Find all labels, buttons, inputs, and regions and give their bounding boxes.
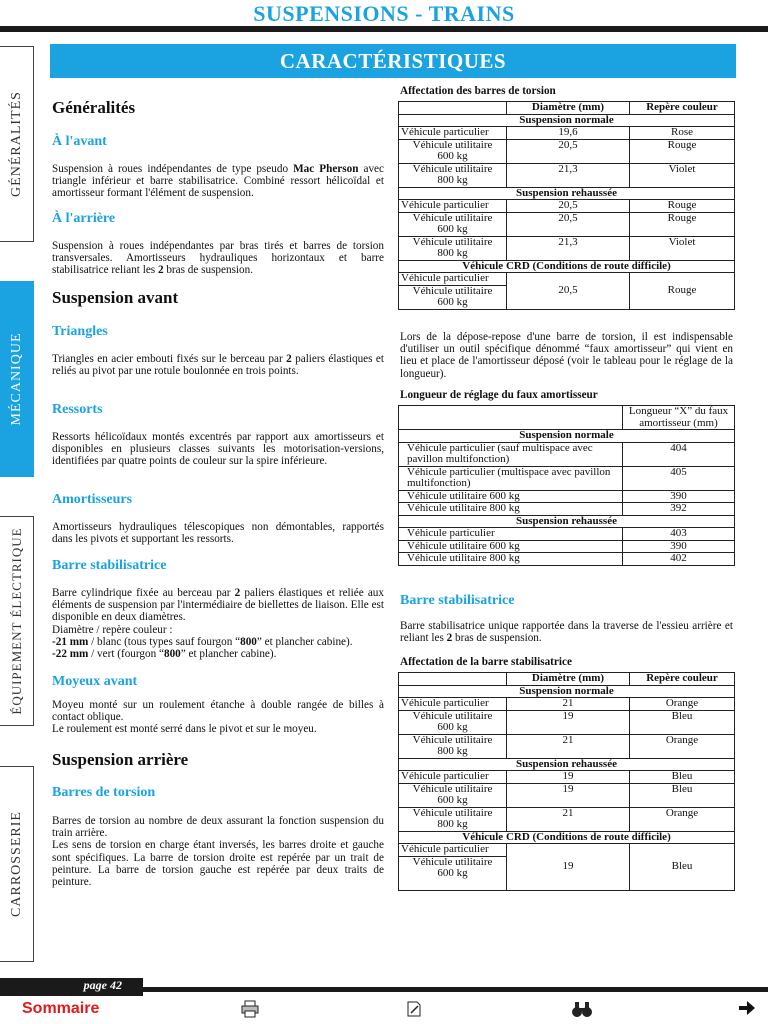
- paragraph-avant: Suspension à roues indépendantes de type pseudo Mac Pherson avec triangle inférieur et barre stabilisatrice. Combiné ressort hélicoïdal et amortisseur formant l'élément de suspension.: [52, 163, 384, 200]
- table-row: Véhicule utilitaire 800 kg 21 Orange: [399, 807, 735, 831]
- binoculars-icon[interactable]: [571, 1000, 593, 1023]
- heading-amortisseurs: Amortisseurs: [52, 492, 133, 507]
- table-row: Véhicule utilitaire 600 kg 390: [399, 490, 735, 503]
- heading-barres-de-torsion: Barres de torsion: [52, 785, 156, 800]
- heading-suspension-arriere: Suspension arrière: [52, 750, 189, 769]
- paragraph-arriere: Suspension à roues indépendantes par bras tirés et barres de torsion transversales. Amortisseurs hydrauliques horizontaux et barre stabilisatrice reliant les 2 bras de suspension.: [52, 240, 384, 277]
- table-barres-de-torsion: [398, 101, 735, 310]
- heading-barre-stabilisatrice-avant: Barre stabilisatrice: [52, 558, 167, 573]
- table-header-row: Diamètre (mm) Repère couleur: [399, 673, 735, 686]
- heading-moyeux-avant: Moyeux avant: [52, 674, 138, 689]
- table-header-row: Longueur “X” du faux amortisseur (mm): [399, 406, 735, 430]
- table-section-row: Suspension rehaussée: [399, 515, 735, 528]
- table-row: Véhicule utilitaire 600 kg 20,5 Rouge: [399, 212, 735, 236]
- caption-barre-stabilisatrice: Affectation de la barre stabilisatrice: [400, 656, 572, 668]
- paragraph-barre-stabilisatrice-avant: Barre cylindrique fixée au berceau par 2 paliers élastiques et reliée aux éléments de suspension par l'intermédiaire de biellettes de liaison. Elle est disponible en deux diamètres. Diamètre / repère couleur : -21 mm / blanc (tous types sauf fourgon “800” et plancher cabine). -22 mm / vert (fourgon “800” et plancher cabine).: [52, 587, 384, 661]
- heading-triangles: Triangles: [52, 324, 108, 339]
- table-section-row: Suspension rehaussée: [399, 187, 735, 200]
- table-row: Véhicule utilitaire 600 kg 20,5 Rouge: [399, 139, 735, 163]
- heading-arriere: À l'arrière: [52, 211, 116, 226]
- table-row: Véhicule particulier 20,5 Rouge: [399, 273, 735, 286]
- table-row: Véhicule particulier (sauf multispace avec pavillon multifonction) 404: [399, 442, 735, 466]
- table-faux-amortisseur: [398, 405, 735, 566]
- next-arrow-icon[interactable]: [738, 1000, 756, 1021]
- table-row: Véhicule particulier 403: [399, 528, 735, 541]
- table-row: Véhicule particulier 19 Bleu: [399, 844, 735, 857]
- heading-avant: À l'avant: [52, 134, 107, 149]
- paragraph-barre-stabilisatrice-arriere: Barre stabilisatrice unique rapportée dans la traverse de l'essieu arrière et reliant les 2 bras de suspension.: [400, 620, 733, 645]
- table-row: Véhicule utilitaire 600 kg 19 Bleu: [399, 783, 735, 807]
- heading-barre-stabilisatrice-arriere: Barre stabilisatrice: [400, 593, 515, 608]
- table-row: Véhicule utilitaire 600 kg: [399, 856, 735, 890]
- page-number: page 42: [83, 978, 122, 992]
- page-title: SUSPENSIONS - TRAINS: [253, 1, 515, 26]
- table-section-row: Suspension normale: [399, 114, 735, 127]
- tab-generalites[interactable]: GÉNÉRALITÉS: [0, 46, 34, 242]
- table-row: Véhicule particulier 19 Bleu: [399, 771, 735, 784]
- table-row: Véhicule particulier 20,5 Rouge: [399, 200, 735, 213]
- table-section-row: Véhicule CRD (Conditions de route difficile): [399, 260, 735, 273]
- table-row: Véhicule utilitaire 800 kg 21 Orange: [399, 734, 735, 758]
- sommaire-link[interactable]: Sommaire: [22, 1000, 100, 1017]
- table-row: Véhicule utilitaire 600 kg: [399, 285, 735, 309]
- print-icon[interactable]: [240, 1000, 260, 1023]
- paragraph-ressorts: Ressorts hélicoïdaux montés excentrés par rapport aux amortisseurs et disponibles en plusieurs classes suivants les motorisation-versions, identifiées par quatre points de couleur sur la spire inférieure.: [52, 431, 384, 468]
- paragraph-barres-de-torsion: Barres de torsion au nombre de deux assurant la fonction suspension du train arrière. Les sens de torsion en charge étant inversés, les barres droite et gauche sont spécifiques. La barre de torsion droite est repérée par un trait de peinture. La barre de torsion gauche est repérée par deux traits de peinture.: [52, 815, 384, 889]
- table-barre-stabilisatrice: [398, 672, 735, 891]
- heading-ressorts: Ressorts: [52, 402, 103, 417]
- table-row: Véhicule utilitaire 600 kg 390: [399, 540, 735, 553]
- table-row: Véhicule particulier 21 Orange: [399, 698, 735, 711]
- paragraph-faux-amortisseur: Lors de la dépose-repose d'une barre de torsion, il est indispensable d'utiliser un outil spécifique dénommé “faux amortisseur” qui vient en lieu et place de l'amortisseur déposé (voir le tableau pour le réglage de la longueur).: [400, 331, 733, 380]
- note-icon[interactable]: [406, 1000, 422, 1023]
- table-section-row: Suspension rehaussée: [399, 758, 735, 771]
- table-section-row: Véhicule CRD (Conditions de route difficile): [399, 831, 735, 844]
- heading-generalites: Généralités: [52, 98, 136, 117]
- table-row: Véhicule utilitaire 600 kg 19 Bleu: [399, 710, 735, 734]
- paragraph-triangles: Triangles en acier embouti fixés sur le berceau par 2 paliers élastiques et reliés au pivot par une rotule boulonnée en trois points.: [52, 353, 384, 378]
- top-rule: [0, 26, 768, 32]
- heading-suspension-avant: Suspension avant: [52, 288, 179, 307]
- table-row: Véhicule utilitaire 800 kg 392: [399, 503, 735, 516]
- table-header-row: Diamètre (mm) Repère couleur: [399, 102, 735, 115]
- table-row: Véhicule particulier 19,6 Rose: [399, 127, 735, 140]
- table-section-row: Suspension normale: [399, 430, 735, 443]
- tab-equipement-electrique[interactable]: ÉQUIPEMENT ÉLECTRIQUE: [0, 516, 34, 726]
- paragraph-moyeux: Moyeu monté sur un roulement étanche à double rangée de billes à contact oblique. Le roulement est monté serré dans le pivot et sur le moyeu.: [52, 699, 384, 736]
- tab-mecanique[interactable]: MÉCANIQUE: [0, 281, 34, 477]
- section-banner: CARACTÉRISTIQUES: [50, 44, 736, 78]
- caption-barres-de-torsion: Affectation des barres de torsion: [400, 85, 556, 97]
- table-row: Véhicule utilitaire 800 kg 21,3 Violet: [399, 163, 735, 187]
- paragraph-amortisseurs: Amortisseurs hydrauliques télescopiques non démontables, rapportés dans les pivots et supportant les ressorts.: [52, 521, 384, 546]
- table-row: Véhicule utilitaire 800 kg 21,3 Violet: [399, 236, 735, 260]
- table-section-row: Suspension normale: [399, 685, 735, 698]
- table-row: Véhicule utilitaire 800 kg 402: [399, 553, 735, 566]
- table-row: Véhicule particulier (multispace avec pavillon multifonction) 405: [399, 466, 735, 490]
- tab-carrosserie[interactable]: CARROSSERIE: [0, 766, 34, 962]
- caption-faux-amortisseur: Longueur de réglage du faux amortisseur: [400, 389, 598, 401]
